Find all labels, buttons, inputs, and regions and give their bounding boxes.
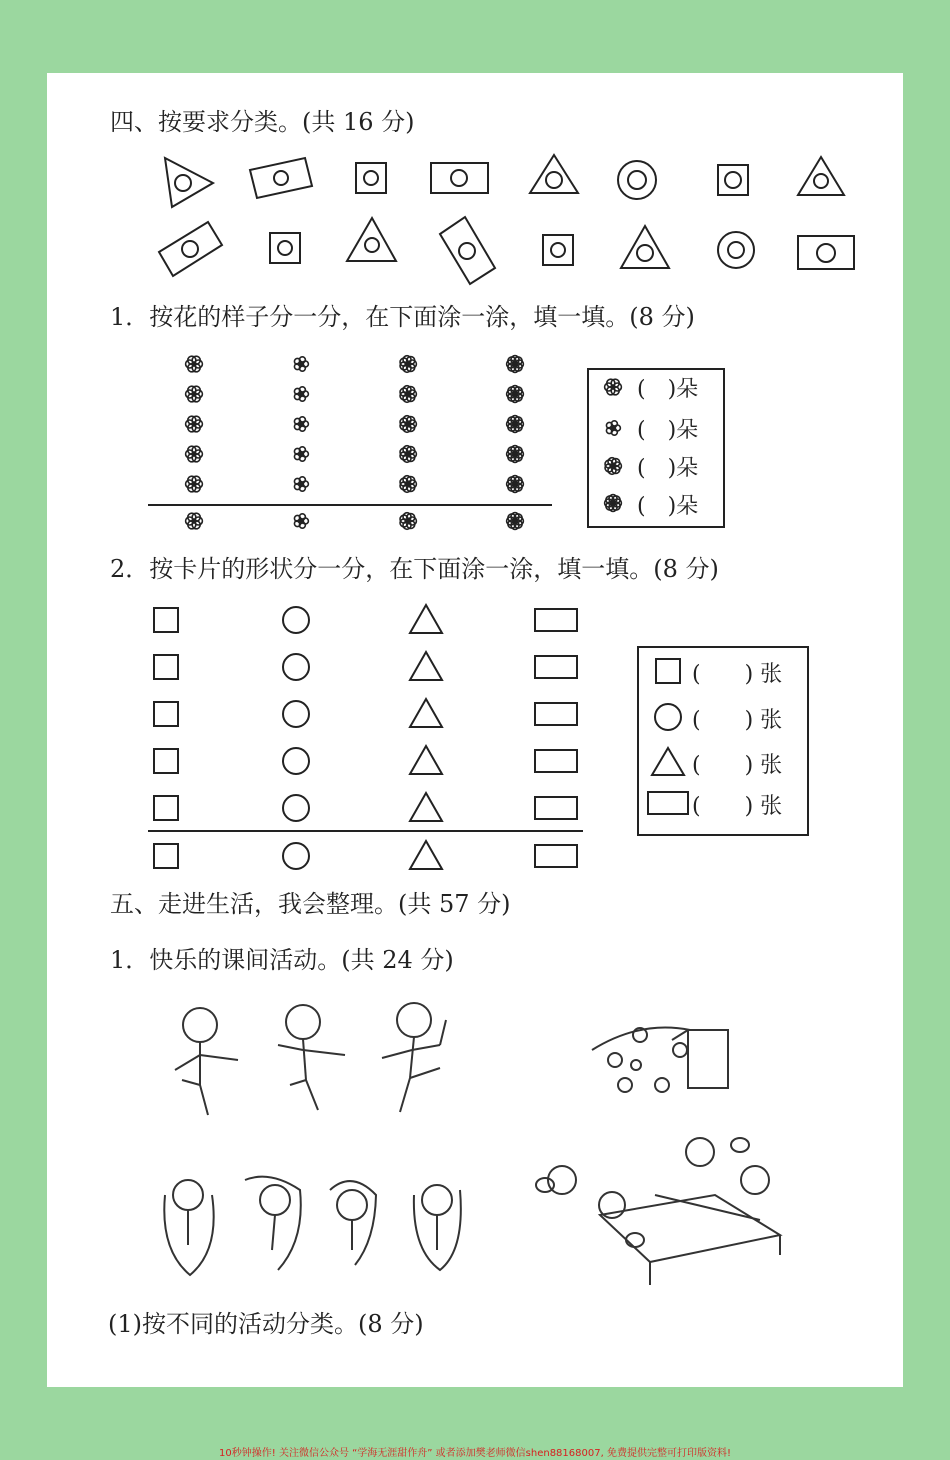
sub-question-1: (1)按不同的活动分类。(8 分) bbox=[108, 1310, 424, 1338]
table-tennis-scene-icon bbox=[536, 1138, 780, 1285]
section-4-heading: 四、按要求分类。(共 16 分) bbox=[110, 108, 415, 136]
shape-legend-label: ( ) 张 bbox=[692, 753, 783, 778]
flower-legend-label: ( )朵 bbox=[637, 494, 699, 519]
shape-legend-label: ( ) 张 bbox=[692, 662, 783, 687]
section-5-heading: 五、走进生活，我会整理。(共 57 分) bbox=[110, 890, 511, 918]
kid-jumping-rope-icon bbox=[414, 1185, 461, 1270]
kid-kicking-icon bbox=[278, 1005, 345, 1110]
shape-legend-label: ( ) 张 bbox=[692, 708, 783, 733]
kid-kicking-icon bbox=[175, 1008, 238, 1115]
question-1-title: 1．按花的样子分一分，在下面涂一涂，填一填。(8 分) bbox=[110, 303, 695, 331]
kid-jumping-rope-icon bbox=[245, 1177, 301, 1270]
footer-promo: 10秒钟操作! 关注微信公众号 “学海无涯甜作舟” 或者添加樊老师微信shen88168007, 免费提供完整可打印版资料! bbox=[219, 1448, 731, 1459]
kid-jumping-rope-icon bbox=[164, 1180, 213, 1275]
section-5-question-1-title: 1．快乐的课间活动。(共 24 分) bbox=[110, 946, 454, 974]
flower-legend-label: ( )朵 bbox=[637, 377, 699, 402]
shape-legend-label: ( ) 张 bbox=[692, 794, 783, 819]
soccer-scene-icon bbox=[592, 1028, 728, 1093]
flower-legend-label: ( )朵 bbox=[637, 456, 699, 481]
kid-kicking-icon bbox=[382, 1003, 446, 1112]
flower-legend-label: ( )朵 bbox=[637, 418, 699, 443]
question-2-title: 2．按卡片的形状分一分，在下面涂一涂，填一填。(8 分) bbox=[110, 555, 719, 583]
kid-jumping-rope-icon bbox=[330, 1181, 376, 1265]
